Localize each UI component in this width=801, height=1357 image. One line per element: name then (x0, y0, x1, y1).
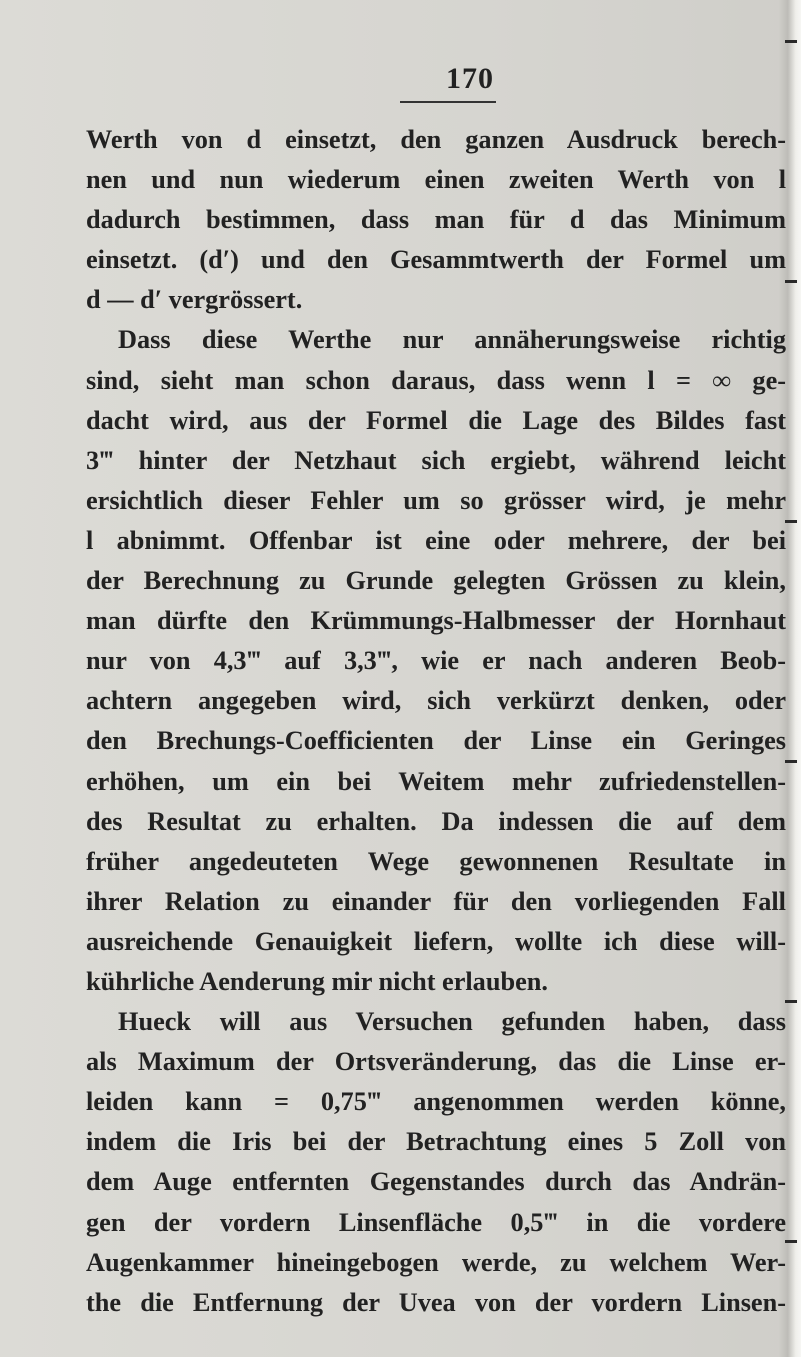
text-line: einsetzt. (d′) und den Gesammtwerth der Formel um (86, 245, 786, 275)
text-line: der Berechnung zu Grunde gelegten Grössen zu klein, (86, 566, 786, 596)
edge-mark (785, 40, 797, 43)
text-line: kührliche Aenderung mir nicht erlauben. (86, 966, 548, 996)
text-line: erhöhen, um ein bei Weitem mehr zufriedenstellen- (86, 766, 786, 796)
text-line: gen der vordern Linsenfläche 0,5‴ in die vordere (86, 1207, 786, 1237)
text-line: sind, sieht man schon daraus, dass wenn l = ∞ ge- (86, 365, 786, 395)
text-line: als Maximum der Ortsveränderung, das die Linse er- (86, 1047, 786, 1077)
text-line: 3‴ hinter der Netzhaut sich ergiebt, während leicht (86, 445, 786, 475)
body-text (86, 120, 786, 1323)
edge-mark (785, 280, 797, 283)
text-line: ersichtlich dieser Fehler um so grösser wird, je mehr (86, 485, 786, 515)
text-line: Hueck will aus Versuchen gefunden haben, dass (118, 1007, 786, 1037)
edge-mark (785, 520, 797, 523)
text-line: Werth von d einsetzt, den ganzen Ausdruck berech- (86, 125, 786, 154)
edge-mark (785, 760, 797, 763)
text-line: den Brechungs-Coefficienten der Linse ein Geringes (86, 726, 786, 756)
text-line: d — d′ vergrössert. (86, 285, 303, 315)
text-line: ihrer Relation zu einander für den vorliegenden Fall (86, 886, 786, 916)
page-number: 170 (446, 62, 494, 95)
text-line: früher angedeuteten Wege gewonnenen Resultate in (86, 846, 786, 876)
edge-mark (785, 1240, 797, 1243)
text-line: leiden kann = 0,75‴ angenommen werden könne, (86, 1087, 786, 1117)
edge-mark (785, 1000, 797, 1003)
text-line: man dürfte den Krümmungs-Halbmesser der Hornhaut (86, 606, 786, 636)
text-line: l abnimmt. Offenbar ist eine oder mehrere, der bei (86, 525, 786, 555)
text-line: Dass diese Werthe nur annäherungsweise richtig (118, 325, 786, 355)
text-line: des Resultat zu erhalten. Da indessen die auf dem (86, 806, 786, 836)
text-line: ausreichende Genauigkeit liefern, wollte ich diese will- (86, 926, 786, 956)
text-line: indem die Iris bei der Betrachtung eines 5 Zoll von (86, 1127, 786, 1157)
page-number-rule (400, 101, 496, 103)
text-line: dacht wird, aus der Formel die Lage des Bildes fast (86, 405, 786, 435)
text-line: Augenkammer hineingebogen werde, zu welchem Wer- (86, 1247, 786, 1277)
text-line: the die Entfernung der Uvea von der vordern Linsen- (86, 1287, 786, 1317)
text-line: nen und nun wiederum einen zweiten Werth von l (86, 165, 786, 195)
text-line: nur von 4,3‴ auf 3,3‴, wie er nach anderen Beob- (86, 646, 786, 676)
text-line: achtern angegeben wird, sich verkürzt denken, oder (86, 686, 786, 716)
text-line: dem Auge entfernten Gegenstandes durch das Andrän- (86, 1167, 786, 1197)
text-line: dadurch bestimmen, dass man für d das Minimum (86, 205, 786, 235)
